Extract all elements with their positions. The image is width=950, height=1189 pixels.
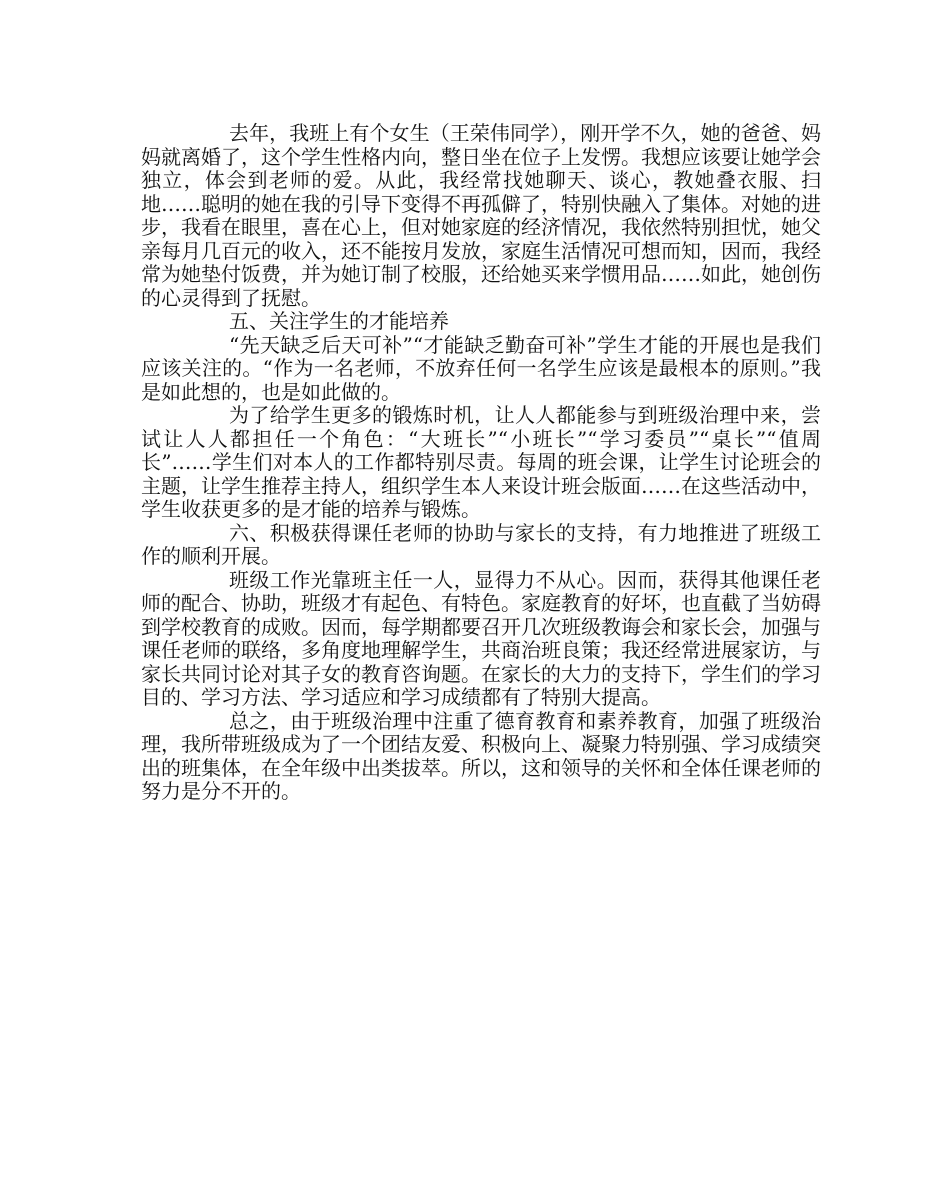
- section-heading: 五、关注学生的才能培养: [229, 309, 449, 333]
- paragraph: 总之，由于班级治理中注重了德育教育和素养教育，加强了班级治理，我所带班级成为了一个团结友爱、积极向上、凝聚力特别强、学习成绩突出的班集体，在全年级中出类拔萃。所以，这和领导的关怀和全体任课老师的努力是分不开的。: [141, 708, 821, 803]
- paragraph: 去年，我班上有个女生（王荣伟同学），刚开学不久，她的爸爸、妈妈就离婚了，这个学生性格内向，整日坐在位子上发愣。我想应该要让她学会独立，体会到老师的爱。从此，我经常找她聊天、谈心，教她叠衣服、扫地……聪明的她在我的引导下变得不再孤僻了，特别快融入了集体。对她的进步，我看在眼里，喜在心上，但对她家庭的经济情况，我依然特别担忧，她父亲每月几百元的收入，还不能按月发放，家庭生活情况可想而知，因而，我经常为她垫付饭费，并为她订制了校服，还给她买来学惯用品……如此，她创伤的心灵得到了抚慰。: [141, 121, 821, 310]
- section-heading: 六、积极获得课任老师的协助与家长的支持，有力地推进了班级工作的顺利开展。: [141, 520, 821, 568]
- document-body: [141, 122, 821, 804]
- paragraph: “先天缺乏后天可补”“才能缺乏勤奋可补”学生才能的开展也是我们应该关注的。“作为一名老师，不放弃任何一名学生应该是最根本的原则。”我是如此想的，也是如此做的。: [141, 332, 821, 404]
- paragraph: 班级工作光靠班主任一人，显得力不从心。因而，获得其他课任老师的配合、协助，班级才有起色、有特色。家庭教育的好坏，也直截了当妨碍到学校教育的成败。因而，每学期都要召开几次班级教诲会和家长会，加强与课任老师的联络，多角度地理解学生，共商治班良策；我还经常进展家访，与家长共同讨论对其子女的教育咨询题。在家长的大力的支持下，学生们的学习目的、学习方法、学习适应和学习成绩都有了特别大提高。: [141, 567, 821, 709]
- paragraph: 为了给学生更多的锻炼时机，让人人都能参与到班级治理中来，尝试让人人都担任一个角色：“大班长”“小班长”“学习委员”“桌长”“值周长”……学生们对本人的工作都特别尽责。每周的班会课，让学生讨论班会的主题，让学生推荐主持人，组织学生本人来设计班会版面……在这些活动中，学生收获更多的是才能的培养与锻炼。: [141, 403, 821, 521]
